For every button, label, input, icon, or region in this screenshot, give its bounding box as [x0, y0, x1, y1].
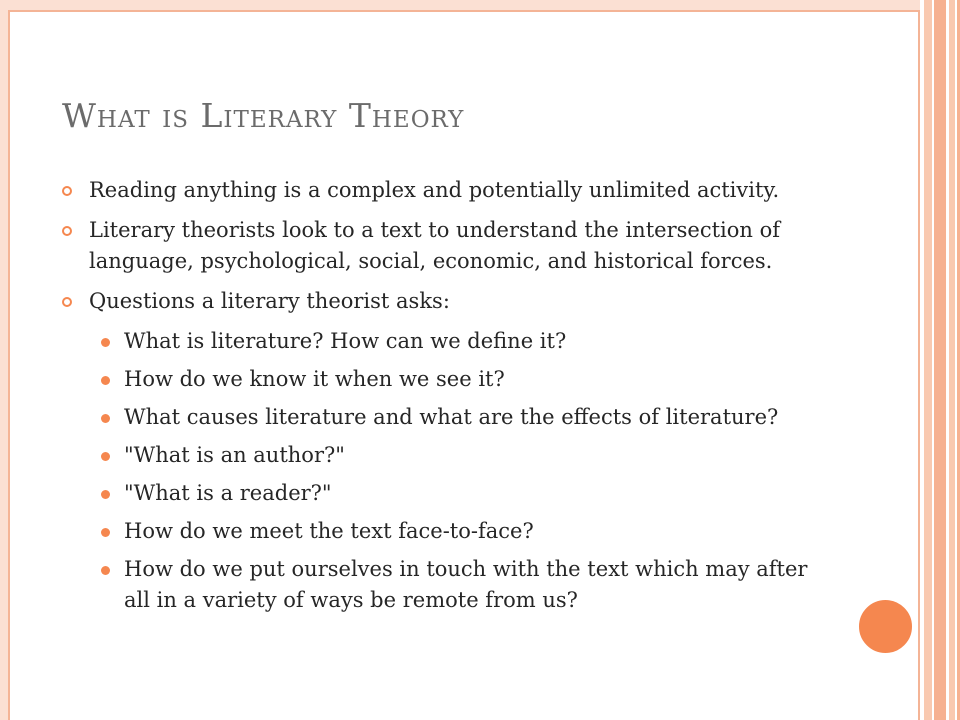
bullet-item [62, 175, 832, 206]
sub-bullet-item [62, 326, 832, 357]
sub-bullet-item [62, 440, 832, 471]
sub-bullet-text: "What is a reader?" [124, 481, 332, 505]
bullet-text: Questions a literary theorist asks: [89, 289, 450, 313]
hollow-bullet-icon [62, 186, 72, 196]
slide-content [62, 175, 832, 623]
sub-bullet-item [62, 516, 832, 547]
filled-bullet-icon [101, 528, 110, 537]
sub-bullet-item [62, 364, 832, 395]
filled-bullet-icon [101, 414, 110, 423]
filled-bullet-icon [101, 566, 110, 575]
sub-bullet-text: How do we know it when we see it? [124, 367, 505, 391]
sub-bullet-item [62, 554, 832, 616]
frame-top-line [8, 10, 920, 12]
orange-circle-icon [856, 597, 915, 656]
slide-title: What is Literary Theory [62, 96, 465, 135]
sub-bullet-text: How do we put ourselves in touch with the text which may after all in a variety of ways be remote from us? [124, 557, 808, 612]
filled-bullet-icon [101, 490, 110, 499]
filled-bullet-icon [101, 338, 110, 347]
decorative-stripes [920, 0, 960, 720]
sub-bullet-text: How do we meet the text face-to-face? [124, 519, 534, 543]
bullet-item [62, 286, 832, 317]
frame-left-band [0, 0, 8, 720]
sub-bullet-item [62, 402, 832, 433]
bullet-text: Literary theorists look to a text to understand the intersection of language, psychological, social, economic, and historical forces. [89, 218, 780, 273]
sub-bullet-item [62, 478, 832, 509]
sub-bullet-text: What causes literature and what are the effects of literature? [124, 405, 779, 429]
sub-bullet-text: "What is an author?" [124, 443, 345, 467]
bullet-item [62, 215, 832, 277]
bullet-text: Reading anything is a complex and potentially unlimited activity. [89, 178, 780, 202]
hollow-bullet-icon [62, 297, 72, 307]
frame-left-line [8, 10, 10, 720]
filled-bullet-icon [101, 376, 110, 385]
filled-bullet-icon [101, 452, 110, 461]
sub-bullet-text: What is literature? How can we define it? [124, 329, 567, 353]
frame-top-band [0, 0, 920, 10]
hollow-bullet-icon [62, 226, 72, 236]
